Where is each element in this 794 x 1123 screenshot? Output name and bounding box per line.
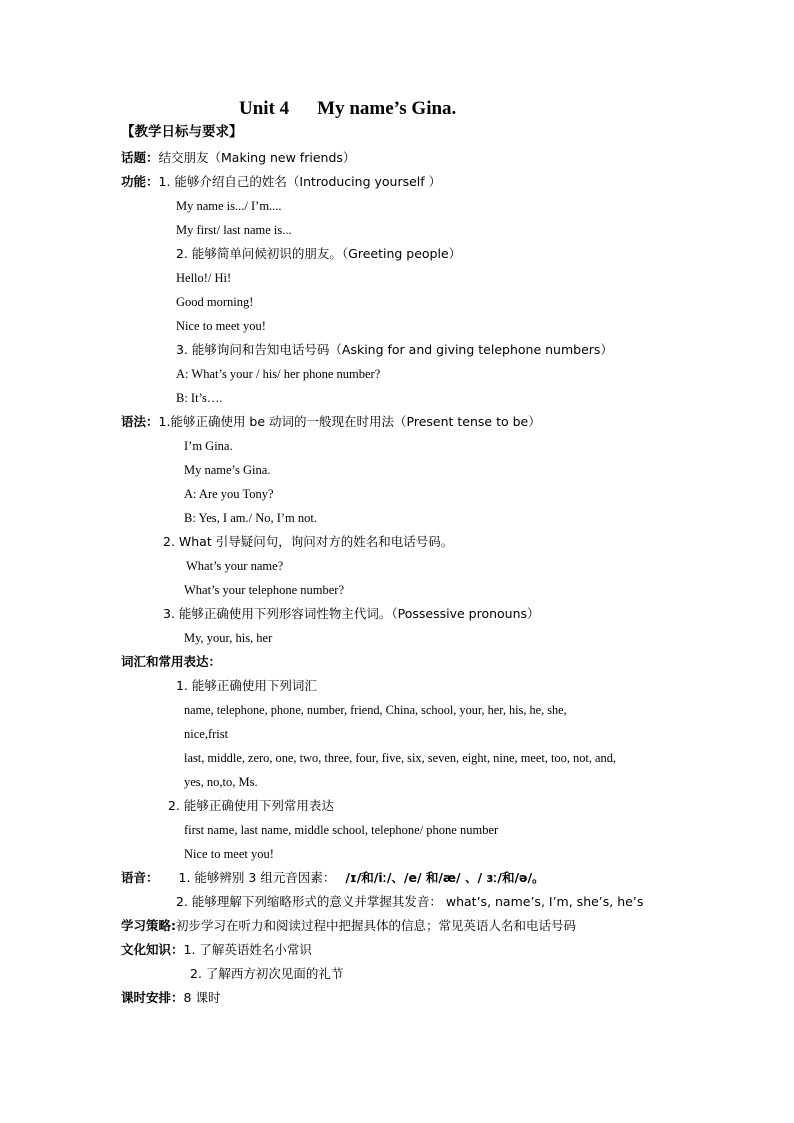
vocab-1-line-4: yes, no,to, Ms. — [184, 775, 258, 789]
pronunciation-line-1 — [121, 870, 545, 886]
topic-line — [121, 150, 355, 166]
grammar-1-example-4: B: Yes, I am./ No, I’m not. — [184, 511, 317, 525]
topic-text: 结交朋友（Making new friends） — [158, 150, 356, 165]
vocab-1-line-1: name, telephone, phone, number, friend, China, school, your, her, his, he, she, — [184, 703, 567, 717]
vocab-label: 词汇和常用表达： — [121, 654, 222, 669]
culture-1: 1. 了解英语姓名小常识 — [183, 942, 312, 957]
function-2-example-1: Hello!/ Hi! — [176, 271, 232, 285]
grammar-line-1 — [121, 414, 541, 430]
unit-number: Unit 4 — [239, 98, 290, 119]
grammar-2: 2. What 引导疑问句，询问对方的姓名和电话号码。 — [163, 534, 454, 549]
grammar-2-example-2: What’s your telephone number? — [184, 583, 345, 597]
function-1-example-1: My name is.../ I’m.... — [176, 199, 282, 213]
pronunciation-1-ipa: /ɪ/和/iː/、/e/ 和/æ/ 、/ ɜː/和/ə/。 — [345, 870, 545, 885]
page-title — [239, 98, 456, 120]
strategy-label: 学习策略: — [121, 918, 176, 933]
vocab-2: 2. 能够正确使用下列常用表达 — [168, 798, 334, 813]
grammar-3: 3. 能够正确使用下列形容词性物主代词。（Possessive pronouns） — [163, 606, 540, 621]
grammar-2-example-1: What’s your name? — [186, 559, 284, 573]
unit-name: My name’s Gina. — [317, 98, 457, 119]
grammar-1: 1.能够正确使用 be 动词的一般现在时用法（Present tense to be） — [158, 414, 541, 429]
vocab-1-line-3: last, middle, zero, one, two, three, four, five, six, seven, eight, nine, meet, too, not, and, — [184, 751, 617, 765]
grammar-1-example-2: My name’s Gina. — [184, 463, 271, 477]
vocab-2-line-2: Nice to meet you! — [184, 847, 274, 861]
function-1-example-2: My first/ last name is... — [176, 223, 292, 237]
pronunciation-label: 语音： — [121, 870, 159, 885]
schedule-label: 课时安排： — [121, 990, 184, 1005]
culture-label: 文化知识： — [121, 942, 184, 957]
strategy-line — [121, 918, 576, 934]
functions-label: 功能： — [121, 174, 159, 189]
function-2: 2. 能够简单问候初识的朋友。（Greeting people） — [176, 246, 462, 261]
function-1: 1. 能够介绍自己的姓名（Introducing yourself ） — [158, 174, 442, 189]
grammar-1-example-1: I’m Gina. — [184, 439, 233, 453]
culture-line-1 — [121, 942, 312, 958]
schedule-line — [121, 990, 220, 1006]
function-3-example-2: B: It’s…. — [176, 391, 223, 405]
topic-label: 话题： — [121, 150, 159, 165]
grammar-3-example-1: My, your, his, her — [184, 631, 273, 645]
vocab-1-line-2: nice,frist — [184, 727, 229, 741]
section-header: 【教学日标与要求】 — [121, 124, 243, 140]
culture-2: 2. 了解西方初次见面的礼节 — [190, 966, 344, 981]
function-2-example-3: Nice to meet you! — [176, 319, 266, 333]
pronunciation-2: 2. 能够理解下列缩略形式的意义并掌握其发音： what’s, name’s, I’m, she’s, he’s — [176, 894, 644, 909]
schedule-text: 8 课时 — [183, 990, 221, 1005]
pronunciation-1-text: 1. 能够辨别 3 组元音因素： — [178, 870, 336, 885]
grammar-1-example-3: A: Are you Tony? — [184, 487, 274, 501]
function-3: 3. 能够询问和告知电话号码（Asking for and giving telephone numbers） — [176, 342, 613, 357]
functions-line-1 — [121, 174, 441, 190]
grammar-label: 语法： — [121, 414, 159, 429]
function-3-example-1: A: What’s your / his/ her phone number? — [176, 367, 381, 381]
strategy-text: 初步学习在听力和阅读过程中把握具体的信息；常见英语人名和电话号码 — [176, 918, 577, 933]
vocab-1: 1. 能够正确使用下列词汇 — [176, 678, 317, 693]
function-2-example-2: Good morning! — [176, 295, 254, 309]
vocab-2-line-1: first name, last name, middle school, telephone/ phone number — [184, 823, 499, 837]
